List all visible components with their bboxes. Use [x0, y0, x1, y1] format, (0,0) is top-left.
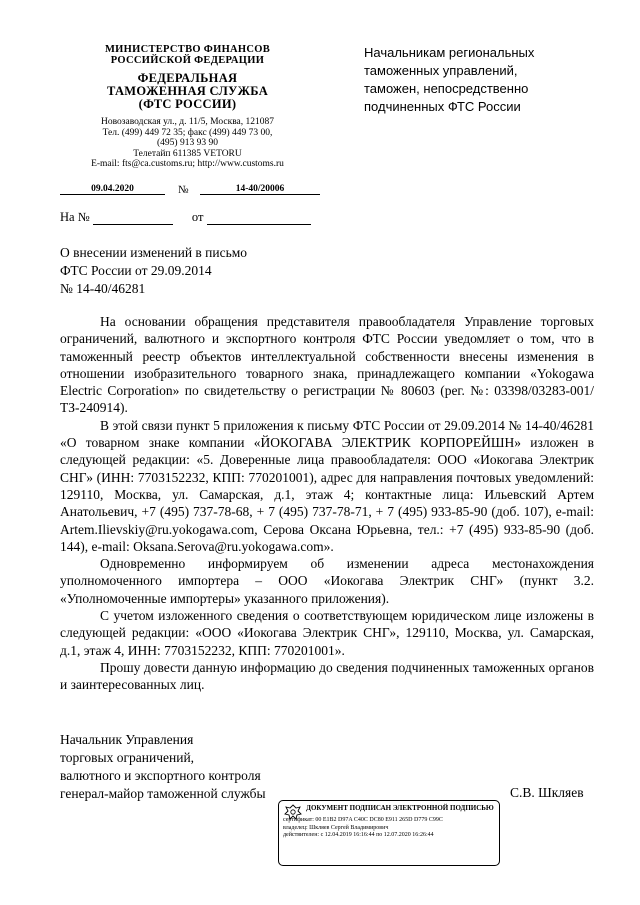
subject-block [60, 244, 300, 298]
stamp-validity: действителен: с 12.04.2019 16:16:44 по 12.07.2020 16:26:44 [283, 832, 434, 838]
outgoing-date: 09.04.2020 [60, 184, 165, 195]
number-sign: № [178, 184, 189, 196]
position-line-4: генерал-майор таможенной службы [60, 786, 266, 801]
service-line-2: ТАМОЖЕННАЯ СЛУЖБА [106, 84, 269, 98]
from-label: от [191, 210, 204, 224]
letter-body [60, 313, 594, 694]
addressee-block [364, 44, 594, 116]
reply-reference-line [60, 210, 311, 225]
position-line-1: Начальник Управления [60, 732, 194, 747]
body-paragraph-4: С учетом изложенного сведения о соответствующем юридическом лице изложены в следующей редакции: «ООО «Иокогава Электрик СНГ», 129110, Москва, ул. Самарская, д.1, этаж 4, ИНН: 7703152232, КПП: 770201001». [60, 608, 594, 658]
body-paragraph-3: Одновременно информируем об изменении адреса местонахождения уполномоченного импортера – ООО «Иокогава Электрик СНГ» (пункт 3.2. «Уполномоченные импортеры» указанного приложения). [60, 556, 594, 606]
in-reply-blank [93, 210, 173, 225]
addressee-line-1: Начальникам региональных [364, 45, 535, 60]
addressee-line-2: таможенных управлений, [364, 63, 518, 78]
ministry-line-1: МИНИСТЕРСТВО ФИНАНСОВ [104, 44, 271, 55]
address-line-3: (495) 913 93 90 [157, 138, 218, 148]
address-line-5: E-mail: fts@ca.customs.ru; http://www.customs.ru [91, 159, 284, 169]
address-line-4: Телетайп 611385 VETORU [133, 148, 242, 159]
from-blank [207, 210, 311, 225]
body-paragraph-1: На основании обращения представителя правообладателя Управление торговых ограничений, валютного и экспортного контроля ФТС России уведомляет о том, что в таможенный реестр объектов интеллектуальной собственности внесены изменения в отношении изобразительного товарного знака, принадлежащего компании «Yokogawa Electric Corporation» по свидетельству о регистрации № 80603 (рег. №: 03398/03283-001/ТЗ-240914). [60, 314, 594, 416]
service-line-1: ФЕДЕРАЛЬНАЯ [137, 71, 238, 85]
ministry-line-2: РОССИЙСКОЙ ФЕДЕРАЦИИ [110, 55, 265, 66]
addressee-line-4: подчиненных ФТС России [364, 99, 521, 114]
address-line-1: Новозаводская ул., д. 11/5, Москва, 121087 [100, 117, 275, 127]
stamp-info [283, 817, 495, 840]
service-line-3: (ФТС РОССИИ) [138, 97, 237, 111]
sender-header [60, 44, 315, 170]
position-line-3: валютного и экспортного контроля [60, 768, 261, 783]
e-signature-stamp [278, 800, 500, 866]
body-paragraph-2: В этой связи пункт 5 приложения к письму ФТС России от 29.09.2014 № 14-40/46281 «О товарном знаке компании «ЙОКОГАВА ЭЛЕКТРИК КОРПОРЕЙШН» изложен в следующей редакции: «5. Доверенные лица правообладателя: ООО «Иокогава Электрик СНГ» (ИНН: 7703152232, КПП: 770201001), адрес для направления почтовых уведомлений: 129110, Москва, ул. Самарская, д.1, этаж 4; контактные лица: Ильевский Артем Анатольевич, +7 (495) 737-78-68, + 7 (495) 737-78-71, + 7 (495) 933-85-90 (доб. 107), e-mail: Artem.Ilievskiy@ru.yokogawa.com, Серова Оксана Юрьевна, тел.: +7 (495) 933-85-90 (доб. 144), e-mail: Oksana.Serova@ru.yokogawa.com». [60, 417, 594, 554]
stamp-certificate: сертификат: 00 E1B2 D97A C40C DC80 E911 265D D779 C99C [283, 817, 443, 823]
in-reply-label: На № [60, 210, 90, 224]
address-block [60, 117, 315, 170]
subject-line-1: О внесении изменений в письмо [60, 245, 248, 260]
body-paragraph-5: Прошу довести данную информацию до сведения подчиненных таможенных органов и заинтересованных лиц. [60, 659, 594, 693]
signatory-position [60, 731, 320, 803]
address-line-2: Тел. (499) 449 72 35; факс (499) 449 73 00, [102, 127, 273, 138]
signatory-name: С.В. Шкляев [510, 785, 584, 800]
stamp-title: ДОКУМЕНТ ПОДПИСАН ЭЛЕКТРОННОЙ ПОДПИСЬЮ [306, 804, 494, 812]
addressee-line-3: таможен, непосредственно [364, 81, 529, 96]
subject-line-3: № 14-40/46281 [60, 281, 146, 296]
subject-line-2: ФТС России от 29.09.2014 [60, 263, 212, 278]
stamp-owner: владелец: Шкляев Сергей Владимирович [283, 824, 389, 831]
emblem-icon [284, 804, 302, 820]
outgoing-number: 14-40/20006 [200, 184, 320, 195]
position-line-2: торговых ограничений, [60, 750, 195, 765]
